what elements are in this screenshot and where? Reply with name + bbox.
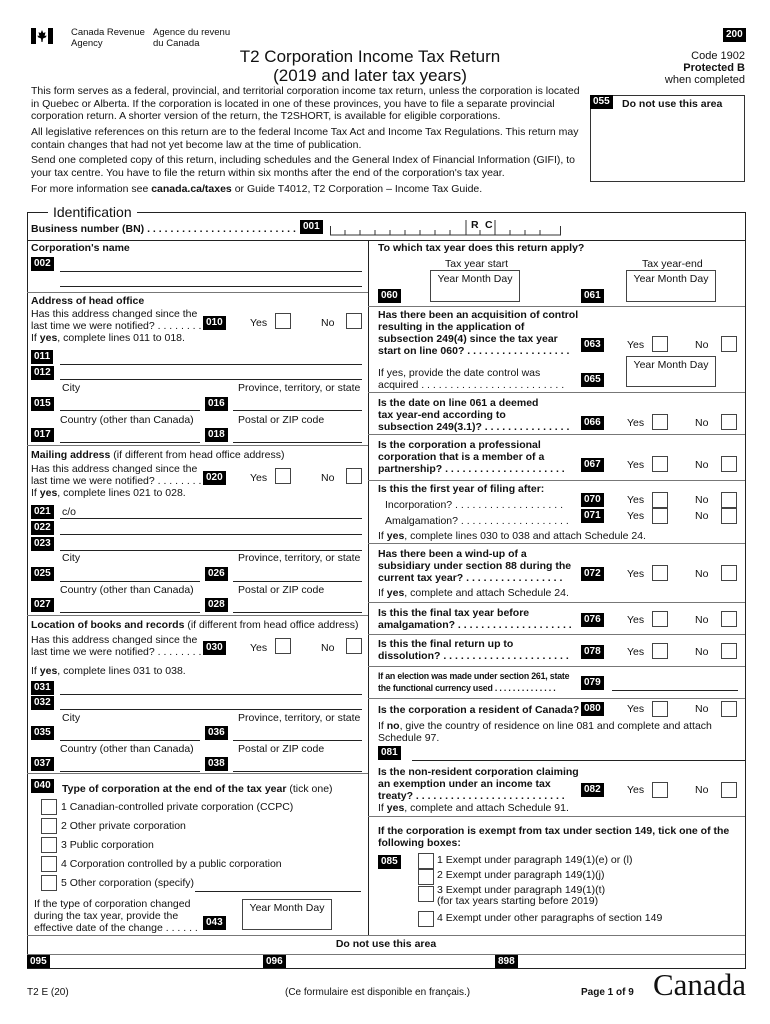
q079-code: 079 xyxy=(581,676,604,690)
yes-label: Yes xyxy=(250,642,268,654)
divider xyxy=(368,434,745,435)
bn-c: C xyxy=(485,219,493,231)
q063-text: Has there been an acquisition of control resulting in the application of subsection 249(4) since the tax year start on line 060? . . . . . . . . . . . . . . . . . . xyxy=(378,309,579,357)
books-changed-no-checkbox[interactable] xyxy=(346,638,362,654)
line-017-code: 017 xyxy=(31,428,54,442)
line-036-code: 036 xyxy=(205,726,228,740)
mailing-title: Mailing address (if different from head office address) xyxy=(31,449,285,461)
q076-code: 076 xyxy=(581,613,604,627)
corp-name-label: Corporation's name xyxy=(31,242,130,254)
corp-type-ccpc-checkbox[interactable] xyxy=(41,799,57,815)
q085-code: 085 xyxy=(378,855,401,869)
exempt-option-4-checkbox[interactable] xyxy=(418,911,434,927)
corp-type-specify-input[interactable] xyxy=(195,891,361,892)
incorporation-label: Incorporation? . . . . . . . . . . . . . . . . . . . xyxy=(385,499,563,511)
books-changed-code: 030 xyxy=(203,641,226,655)
divider xyxy=(27,615,368,616)
bn-r: R xyxy=(471,219,479,231)
q078-yes-checkbox[interactable] xyxy=(652,643,668,659)
mailing-changed-yes-checkbox[interactable] xyxy=(275,468,291,484)
yes-label: Yes xyxy=(627,646,645,658)
q081-code: 081 xyxy=(378,746,401,760)
office-use-code-096: 096 xyxy=(263,955,286,969)
q076-yes-checkbox[interactable] xyxy=(652,611,668,627)
office-use-area-label: Do not use this area xyxy=(335,938,437,950)
tax-year-start-label: Tax year start xyxy=(445,258,509,270)
identification-heading: Identification xyxy=(48,204,137,220)
line-035-input[interactable] xyxy=(60,740,200,741)
corp-type-option: 2 Other private corporation xyxy=(61,820,186,832)
q070-title: Is this the first year of filing after: xyxy=(378,483,545,495)
head-office-changed-no-checkbox[interactable] xyxy=(346,313,362,329)
divider xyxy=(368,602,745,603)
form-bottom-border xyxy=(27,968,746,969)
books-changed-yes-checkbox[interactable] xyxy=(275,638,291,654)
line-032-code: 032 xyxy=(31,696,54,710)
q067-yes-checkbox[interactable] xyxy=(652,456,668,472)
q082-no-checkbox[interactable] xyxy=(721,782,737,798)
q071-code: 071 xyxy=(581,509,604,523)
yes-label: Yes xyxy=(627,339,645,351)
q082-yes-checkbox[interactable] xyxy=(652,782,668,798)
line-021-code: 021 xyxy=(31,505,54,519)
head-office-changed-yes-checkbox[interactable] xyxy=(275,313,291,329)
line-022-code: 022 xyxy=(31,521,54,535)
line-022-input[interactable] xyxy=(60,534,362,535)
divider xyxy=(368,543,745,544)
line-018-input[interactable] xyxy=(233,442,362,443)
tax-year-start-input[interactable]: Year Month Day xyxy=(430,270,520,302)
form-id: T2 E (20) xyxy=(27,987,69,998)
divider xyxy=(27,935,745,936)
taxes-link[interactable]: canada.ca/taxes xyxy=(151,183,232,195)
line-021-input[interactable] xyxy=(60,518,362,519)
page-number: Page 1 of 9 xyxy=(581,987,634,998)
q076-text: Is this the final tax year before amalgamation? . . . . . . . . . . . . . . . . . . . . xyxy=(378,607,572,631)
q063-no-checkbox[interactable] xyxy=(721,336,737,352)
french-note: (Ce formulaire est disponible en français.) xyxy=(285,987,471,998)
q085-text: If the corporation is exempt from tax under section 149, tick one of the following boxes: xyxy=(378,825,730,849)
divider xyxy=(368,634,745,635)
line-025-input[interactable] xyxy=(60,581,200,582)
corp-type-change-text: If the type of corporation changed during the tax year, provide the effective date of the change . . . . . . xyxy=(34,898,198,934)
line-018-code: 018 xyxy=(205,428,228,442)
q070-note: If yes, complete lines 030 to 038 and attach Schedule 24. xyxy=(378,530,646,542)
line-038-input[interactable] xyxy=(233,771,362,772)
q072-text: Has there been a wind-up of a subsidiary under section 88 during the current tax year? . . . . . . . . . . . . . . . . . xyxy=(378,548,572,584)
q079-text: If an election was made under section 261, state the functional currency used . . . . . . . . . . . . . . xyxy=(378,671,570,693)
yes-label: Yes xyxy=(627,510,645,522)
q067-text: Is the corporation a professional corporation that is a member of a partnership? . . . . . . . . . . . . . . . . . . . . . xyxy=(378,439,565,475)
exempt-option-1-checkbox[interactable] xyxy=(418,853,434,869)
q082-text: Is the non-resident corporation claiming an exemption under an income tax treaty? . . . . . . . . . . . . . . . . . . . . . . . . . . xyxy=(378,766,579,802)
corp-type-option: 1 Canadian-controlled private corporation (CCPC) xyxy=(61,801,294,813)
mailing-if-yes: If yes, complete lines 021 to 028. xyxy=(31,487,186,499)
q071-yes-checkbox[interactable] xyxy=(652,508,668,524)
line-016-code: 016 xyxy=(205,397,228,411)
no-label: No xyxy=(695,784,709,796)
corp-name-input-2[interactable] xyxy=(60,286,362,287)
line-032-input[interactable] xyxy=(60,709,362,710)
q063-code: 063 xyxy=(581,338,604,352)
divider xyxy=(368,306,745,307)
no-label: No xyxy=(695,568,709,580)
line-026-input[interactable] xyxy=(233,581,362,582)
exempt-option: 1 Exempt under paragraph 149(1)(e) or (l) xyxy=(437,854,633,866)
divider xyxy=(368,816,745,817)
agency-name-en: Canada Revenue Agency xyxy=(71,27,145,49)
corp-type-public-checkbox[interactable] xyxy=(41,837,57,853)
tax-year-start-code: 060 xyxy=(378,289,401,303)
form-left-border xyxy=(27,212,28,968)
line-028-code: 028 xyxy=(205,598,228,612)
line-038-code: 038 xyxy=(205,757,228,771)
line-025-code: 025 xyxy=(31,567,54,581)
q080-code: 080 xyxy=(581,702,604,716)
head-office-changed-question: Has this address changed since the last time we were notified? . . . . . . . . xyxy=(31,308,202,332)
postal-label: Postal or ZIP code xyxy=(238,584,325,596)
q072-note: If yes, complete and attach Schedule 24. xyxy=(378,587,569,599)
q080-yes-checkbox[interactable] xyxy=(652,701,668,717)
functional-currency-input[interactable] xyxy=(612,690,738,691)
line-028-input[interactable] xyxy=(233,612,362,613)
form-right-border xyxy=(745,212,746,968)
yes-label: Yes xyxy=(627,459,645,471)
no-label: No xyxy=(695,459,709,471)
canada-wordmark: Canada xyxy=(653,967,746,1002)
q066-text: Is the date on line 061 a deemed tax year-end according to subsection 249(3.1)? . . . . . . . . . . . . . . . xyxy=(378,397,570,433)
no-label: No xyxy=(321,317,335,329)
yes-label: Yes xyxy=(627,784,645,796)
divider xyxy=(27,954,745,955)
no-label: No xyxy=(695,703,709,715)
line-012-input[interactable] xyxy=(60,379,362,380)
q072-yes-checkbox[interactable] xyxy=(652,565,668,581)
corp-name-input[interactable] xyxy=(60,271,362,272)
q071-no-checkbox[interactable] xyxy=(721,508,737,524)
line-031-code: 031 xyxy=(31,681,54,695)
country-label: Country (other than Canada) xyxy=(60,584,194,596)
q070-no-checkbox[interactable] xyxy=(721,492,737,508)
line-016-input[interactable] xyxy=(233,410,362,411)
line-015-code: 015 xyxy=(31,397,54,411)
divider xyxy=(27,773,368,774)
yes-label: Yes xyxy=(250,472,268,484)
line-026-code: 026 xyxy=(205,567,228,581)
corp-type-option: 3 Public corporation xyxy=(61,839,154,851)
agency-name-fr: Agence du revenu du Canada xyxy=(153,27,231,49)
province-label: Province, territory, or state xyxy=(238,382,361,394)
line-023-code: 023 xyxy=(31,537,54,551)
q072-code: 072 xyxy=(581,567,604,581)
line-011-code: 011 xyxy=(31,350,53,364)
city-label: City xyxy=(62,552,81,564)
intro-paragraph-2: All legislative references on this return are to the federal Income Tax Act and Income Tax Regulations. This return may contain changes that had not yet become law at the time of publication. xyxy=(31,126,579,151)
books-title: Location of books and records (if different from head office address) xyxy=(31,619,359,631)
yes-label: Yes xyxy=(627,568,645,580)
line-027-code: 027 xyxy=(31,598,54,612)
corp-type-other-private-checkbox[interactable] xyxy=(41,818,57,834)
yes-label: Yes xyxy=(627,417,645,429)
column-divider xyxy=(368,240,369,935)
no-label: No xyxy=(695,614,709,626)
q082-note: If yes, complete and attach Schedule 91. xyxy=(378,802,569,814)
corp-type-title: Type of corporation at the end of the tax year (tick one) xyxy=(62,783,333,795)
mailing-changed-no-checkbox[interactable] xyxy=(346,468,362,484)
head-office-title: Address of head office xyxy=(31,295,145,307)
protection-info: Code 1902 Protected B when completed xyxy=(664,50,745,86)
province-label: Province, territory, or state xyxy=(238,552,361,564)
exempt-option-3-checkbox[interactable] xyxy=(418,886,434,902)
city-label: City xyxy=(62,712,81,724)
office-use-code: 055 xyxy=(590,95,613,109)
divider xyxy=(368,480,745,481)
q078-no-checkbox[interactable] xyxy=(721,643,737,659)
q066-code: 066 xyxy=(581,416,604,430)
line-037-code: 037 xyxy=(31,757,54,771)
tax-year-end-code: 061 xyxy=(581,289,604,303)
line-031-input[interactable] xyxy=(60,694,362,695)
office-use-code-898: 898 xyxy=(495,955,518,969)
country-label: Country (other than Canada) xyxy=(60,414,194,426)
q078-text: Is this the final return up to dissolution? . . . . . . . . . . . . . . . . . . . . . . xyxy=(378,638,569,662)
books-changed-question: Has this address changed since the last time we were notified? . . . . . . . . xyxy=(31,634,202,658)
province-label: Province, territory, or state xyxy=(238,712,361,724)
q067-no-checkbox[interactable] xyxy=(721,456,737,472)
corp-type-option: 4 Corporation controlled by a public corporation xyxy=(61,858,282,870)
intro-paragraph-3: Send one completed copy of this return, including schedules and the General Index of Financial Information (GIFI), to your tax centre. You have to file the return within six months after the end of the corporation's tax year. xyxy=(31,154,575,179)
office-use-label: Do not use this area xyxy=(622,98,723,110)
care-of-label: c/o xyxy=(62,506,77,518)
intro-paragraph-4: For more information see canada.ca/taxes or Guide T4012, T2 Corporation – Income Tax Guide. xyxy=(31,183,483,195)
q080-note: If no, give the country of residence on line 081 and complete and attach Schedule 97. xyxy=(378,720,712,744)
corp-type-option: 5 Other corporation (specify) xyxy=(61,877,195,889)
canada-flag-logo xyxy=(31,28,53,44)
form-number-box: 200 xyxy=(723,28,746,42)
city-label: City xyxy=(62,382,81,394)
corp-type-code: 040 xyxy=(31,779,54,793)
q063-yes-checkbox[interactable] xyxy=(652,336,668,352)
no-label: No xyxy=(695,646,709,658)
corp-type-other-checkbox[interactable] xyxy=(41,875,57,891)
tax-year-end-label: Tax year-end xyxy=(642,258,703,270)
exempt-option: 2 Exempt under paragraph 149(1)(j) xyxy=(437,869,605,881)
business-number-input[interactable] xyxy=(330,218,562,236)
mailing-changed-question: Has this address changed since the last time we were notified? . . . . . . . . xyxy=(31,463,202,487)
q066-yes-checkbox[interactable] xyxy=(652,414,668,430)
bn-label: Business number (BN) . . . . . . . . . . . . . . . . . . . . . . . . . . xyxy=(31,223,296,235)
no-label: No xyxy=(695,417,709,429)
corp-name-code: 002 xyxy=(31,257,54,271)
q080-text: Is the corporation a resident of Canada? xyxy=(378,704,580,716)
exempt-option: 4 Exempt under other paragraphs of section 149 xyxy=(437,912,663,924)
exempt-option: 3 Exempt under paragraph 149(1)(t) (for tax years starting before 2019) xyxy=(437,884,606,907)
q066-no-checkbox[interactable] xyxy=(721,414,737,430)
head-office-if-yes: If yes, complete lines 011 to 018. xyxy=(31,332,185,344)
q082-code: 082 xyxy=(581,783,604,797)
postal-label: Postal or ZIP code xyxy=(238,743,325,755)
no-label: No xyxy=(321,472,335,484)
corp-type-change-code: 043 xyxy=(203,916,226,930)
divider xyxy=(27,292,368,293)
q070-code: 070 xyxy=(581,493,604,507)
amalgamation-label: Amalgamation? . . . . . . . . . . . . . . . . . . . xyxy=(385,515,569,527)
country-of-residence-input[interactable] xyxy=(412,760,745,761)
line-011-input[interactable] xyxy=(60,364,362,365)
postal-label: Postal or ZIP code xyxy=(238,414,325,426)
page-title: T2 Corporation Income Tax Return (2019 and later tax years) xyxy=(239,47,501,85)
country-label: Country (other than Canada) xyxy=(60,743,194,755)
bn-code: 001 xyxy=(300,220,323,234)
divider xyxy=(368,666,745,667)
line-023-input[interactable] xyxy=(60,550,362,551)
yes-label: Yes xyxy=(250,317,268,329)
line-035-code: 035 xyxy=(31,726,54,740)
divider xyxy=(368,698,745,699)
divider xyxy=(27,445,368,446)
control-date-input[interactable]: Year Month Day xyxy=(626,356,716,387)
q070-yes-checkbox[interactable] xyxy=(652,492,668,508)
q072-no-checkbox[interactable] xyxy=(721,565,737,581)
no-label: No xyxy=(695,339,709,351)
no-label: No xyxy=(695,494,709,506)
line-012-code: 012 xyxy=(31,366,54,380)
yes-label: Yes xyxy=(627,614,645,626)
bn-row-divider xyxy=(27,240,745,241)
line-036-input[interactable] xyxy=(233,740,362,741)
no-label: No xyxy=(321,642,335,654)
q065-code: 065 xyxy=(581,373,604,387)
mailing-changed-code: 020 xyxy=(203,471,226,485)
corp-type-change-date-input[interactable]: Year Month Day xyxy=(242,899,332,930)
q065-text: If yes, provide the date control was acquired . . . . . . . . . . . . . . . . . . . . . . . . . xyxy=(378,367,565,391)
q067-code: 067 xyxy=(581,458,604,472)
no-label: No xyxy=(695,510,709,522)
exempt-option-2-checkbox[interactable] xyxy=(418,869,434,885)
line-017-input[interactable] xyxy=(60,442,200,443)
q080-no-checkbox[interactable] xyxy=(721,701,737,717)
books-if-yes: If yes, complete lines 031 to 038. xyxy=(31,665,186,677)
head-office-changed-code: 010 xyxy=(203,316,226,330)
corp-type-controlled-checkbox[interactable] xyxy=(41,856,57,872)
line-027-input[interactable] xyxy=(60,612,200,613)
line-015-input[interactable] xyxy=(60,410,200,411)
yes-label: Yes xyxy=(627,494,645,506)
line-037-input[interactable] xyxy=(60,771,200,772)
yes-label: Yes xyxy=(627,703,645,715)
q076-no-checkbox[interactable] xyxy=(721,611,737,627)
office-use-code-095: 095 xyxy=(27,955,50,969)
divider xyxy=(368,392,745,393)
q078-code: 078 xyxy=(581,645,604,659)
tax-year-question: To which tax year does this return apply? xyxy=(378,242,585,254)
intro-paragraph-1: This form serves as a federal, provincial, and territorial corporation income tax return, unless the corporation is located in Quebec or Alberta. If the corporation is located in one of these provinces, you have to file a separate provincial corporation return. A shorter version of the return, the T2SHORT, is available for eligible corporations. xyxy=(31,85,580,123)
tax-year-end-input[interactable]: Year Month Day xyxy=(626,270,716,302)
